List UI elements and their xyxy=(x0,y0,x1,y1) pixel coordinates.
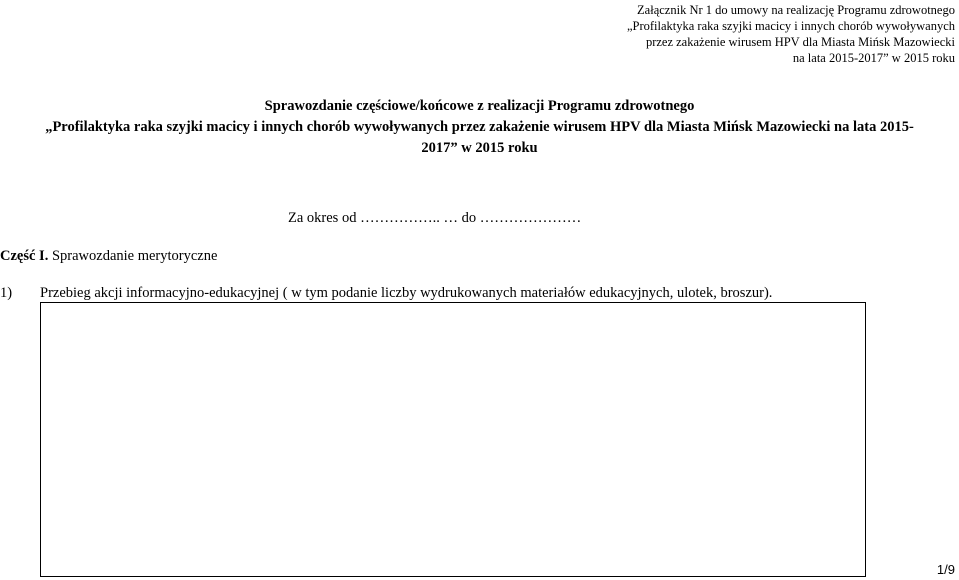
report-title xyxy=(0,96,959,159)
item-number: 1) xyxy=(0,285,13,301)
page-number: 1/9 xyxy=(936,562,955,577)
annex-line: „Profilaktyka raka szyjki macicy i innych chorób wywoływanych xyxy=(626,19,955,33)
part-label: Część I. xyxy=(0,248,49,264)
period-to-field[interactable]: ………………… xyxy=(479,210,582,226)
period-to-label: do xyxy=(461,210,477,226)
answer-box[interactable] xyxy=(40,302,866,577)
annex-line: Załącznik Nr 1 do umowy na realizację Programu zdrowotnego xyxy=(637,3,955,17)
report-title-line1: Sprawozdanie częściowe/końcowe z realizacji Programu zdrowotnego xyxy=(264,98,695,114)
period-from-field[interactable]: …………….. … xyxy=(360,210,458,226)
annex-line: przez zakażenie wirusem HPV dla Miasta Mińsk Mazowiecki xyxy=(645,35,955,49)
part-title: Sprawozdanie merytoryczne xyxy=(51,248,218,264)
annex-header xyxy=(535,2,955,66)
period-from-label: Za okres od xyxy=(288,210,357,226)
item-text: Przebieg akcji informacyjno-edukacyjnej ( w tym podanie liczby wydrukowanych materiałów edukacyjnych, ulotek, broszur). xyxy=(40,285,773,301)
reporting-period xyxy=(288,208,581,228)
program-name: „Profilaktyka raka szyjki macicy i innych chorób wywoływanych przez zakażenie wirusem HPV dla Miasta Mińsk Mazowiecki na lata 2015-2017” w 2015 roku xyxy=(45,119,914,156)
part-heading xyxy=(0,246,217,266)
annex-line: na lata 2015-2017” w 2015 roku xyxy=(792,51,955,65)
list-item xyxy=(0,283,772,303)
